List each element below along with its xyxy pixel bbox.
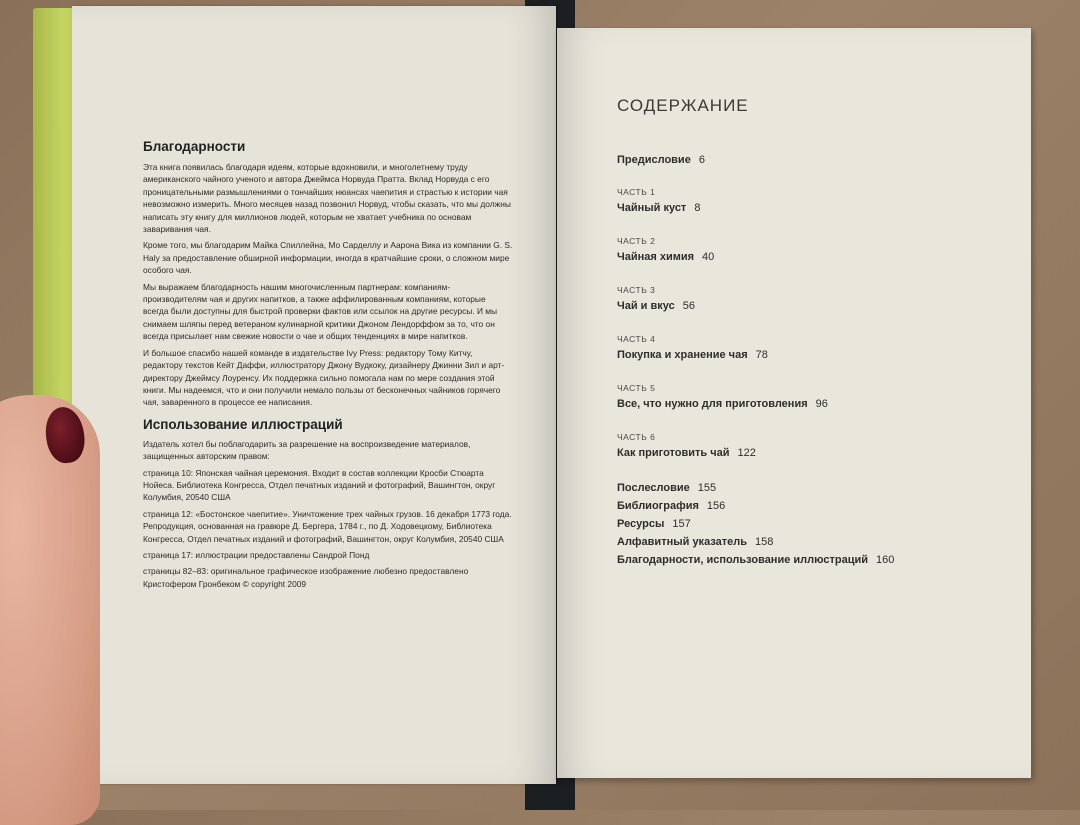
toc-entry	[617, 200, 997, 217]
toc-entry-label: Все, что нужно для приготовления	[617, 398, 808, 410]
toc-entry-label: Послесловие	[617, 482, 690, 494]
hand	[0, 395, 100, 825]
toc-title: СОДЕРЖАНИЕ	[617, 96, 749, 115]
toc-entry-page: 158	[755, 536, 774, 548]
toc-part-label: ЧАСТЬ 1	[617, 187, 656, 197]
toc-entry-label: Чайный куст	[617, 202, 687, 214]
acknowledgements-paragraph: Кроме того, мы благодарим Майка Спиллейна, Мо Сарделлу и Аарона Вика из компании G. S. Haly за предоставление обширной информации, иногда в кратчайшие сроки, о сложном мире особого чая.	[143, 240, 513, 276]
illustrations-paragraph: страница 17: иллюстрации предоставлены Сандрой Понд	[143, 549, 370, 560]
acknowledgements-paragraph: И большое спасибо нашей команде в издательстве Ivy Press: редактору Тому Китчу, редактору текстов Кейт Даффи, иллюстратору Джону Вудкоку, дизайнеру Джинни Зил и арт-директору Джеймсу Лоуренсу. Их поддержка сильно помогала нам по мере создания этой книги. Мы надеемся, что и они получили немало пользы от бесконечных чайников горячего чая, заваренного в процессе ее написания.	[143, 347, 505, 408]
toc-part-label: ЧАСТЬ 3	[617, 285, 656, 295]
toc-entry-preface	[617, 152, 997, 169]
toc-entry-page: 156	[706, 500, 726, 512]
toc-entry-label: Чай и вкус	[617, 300, 675, 312]
toc-entry-page: 40	[702, 251, 715, 263]
toc-part-label: ЧАСТЬ 6	[617, 432, 656, 442]
toc-entry-page: 6	[698, 154, 705, 166]
toc-entry-label: Ресурсы	[617, 518, 665, 530]
toc-entry-page: 78	[755, 349, 768, 361]
acknowledgements-paragraph: Эта книга появилась благодаря идеям, которые вдохновили, и многолетнему труду американского чайного ученого и автора Джеймса Норвуда Пратта. Вклад Норвуда с его проницательными размышлениями о тончайших нюансах чаепития и страстью к истории чая невозможно измерить. Много месяцев назад позвонил Норвуд, чтобы сказать, что мы должны написать эту книгу для миллионов людей, которым не хватает учебника по основам заваривания чая.	[143, 162, 511, 235]
left-page-text	[143, 139, 513, 594]
acknowledgements-paragraph: Мы выражаем благодарность нашим многочисленным партнерам: компаниям-производителям чая и других напитков, а также аффилированным компаниям, которые всегда были доступны для быстрой проверки фактов или ссылок на другие ресурсы. И мы снимаем шляпы перед ветераном кулинарной критики Джоном Лендорффом за то, что он всегда присылает нам свежие новости о чае и общих тенденциях в мире напитков.	[143, 281, 498, 342]
toc-end-matter	[617, 479, 997, 569]
illustrations-paragraph: страницы 82–83: оригинальное графическое изображение любезно предоставлено Кристофером Гронбеком © copyright 2009	[143, 566, 469, 589]
toc-entry	[617, 249, 997, 266]
toc-entry	[617, 515, 997, 533]
toc-entry	[617, 533, 997, 551]
toc-entry-label: Библиография	[617, 500, 699, 512]
toc-entry-label: Чайная химия	[617, 251, 695, 263]
toc-entry-label: Предисловие	[617, 154, 691, 166]
toc-part-label: ЧАСТЬ 5	[617, 383, 656, 393]
toc-entry-label: Благодарности, использование иллюстраций	[617, 554, 869, 566]
toc-entry	[617, 347, 997, 364]
illustrations-paragraph: страница 10: Японская чайная церемония. Входит в состав коллекции Кросби Стюарта Нойеса. Библиотека Конгресса, Отдел печатных изданий и фотографий, Вашингтон, округ Колумбия, 20540 США	[143, 467, 496, 503]
table-of-contents	[617, 96, 997, 569]
toc-entry-page: 155	[697, 482, 717, 494]
toc-entry-label: Как приготовить чай	[617, 447, 730, 459]
toc-entry-label: Алфавитный указатель	[617, 536, 748, 548]
toc-entry	[617, 551, 997, 569]
toc-entry-page: 8	[694, 202, 701, 214]
acknowledgements-heading: Благодарности	[143, 139, 246, 154]
toc-part-label: ЧАСТЬ 4	[617, 334, 656, 344]
illustrations-heading: Использование иллюстраций	[143, 416, 343, 432]
toc-entry	[617, 445, 997, 462]
toc-entry-page: 157	[672, 518, 691, 530]
toc-entry-page: 122	[737, 447, 756, 459]
toc-part-label: ЧАСТЬ 2	[617, 236, 656, 246]
toc-entry	[617, 298, 997, 315]
toc-entry-page: 56	[682, 300, 695, 312]
toc-entry-page: 96	[815, 398, 828, 410]
toc-entry-label: Покупка и хранение чая	[617, 349, 748, 361]
illustrations-paragraph: страница 12: «Бостонское чаепитие». Уничтожение трех чайных грузов. 16 декабря 1773 года. Репродукция, основанная на гравюре Д. Бергера, 1784 г., по Д. Ходовецкому, Библиотека Конгресса, Отдел печатных изданий и фотографий, Вашингтон, округ Колумбия, 20540 США	[143, 508, 512, 544]
toc-entry	[617, 396, 997, 413]
toc-entry	[617, 497, 997, 515]
toc-entry-page: 160	[876, 554, 895, 566]
illustrations-paragraph: Издатель хотел бы поблагодарить за разрешение на воспроизведение материалов, защищенных авторским правом:	[143, 438, 471, 462]
toc-entry	[617, 479, 997, 497]
